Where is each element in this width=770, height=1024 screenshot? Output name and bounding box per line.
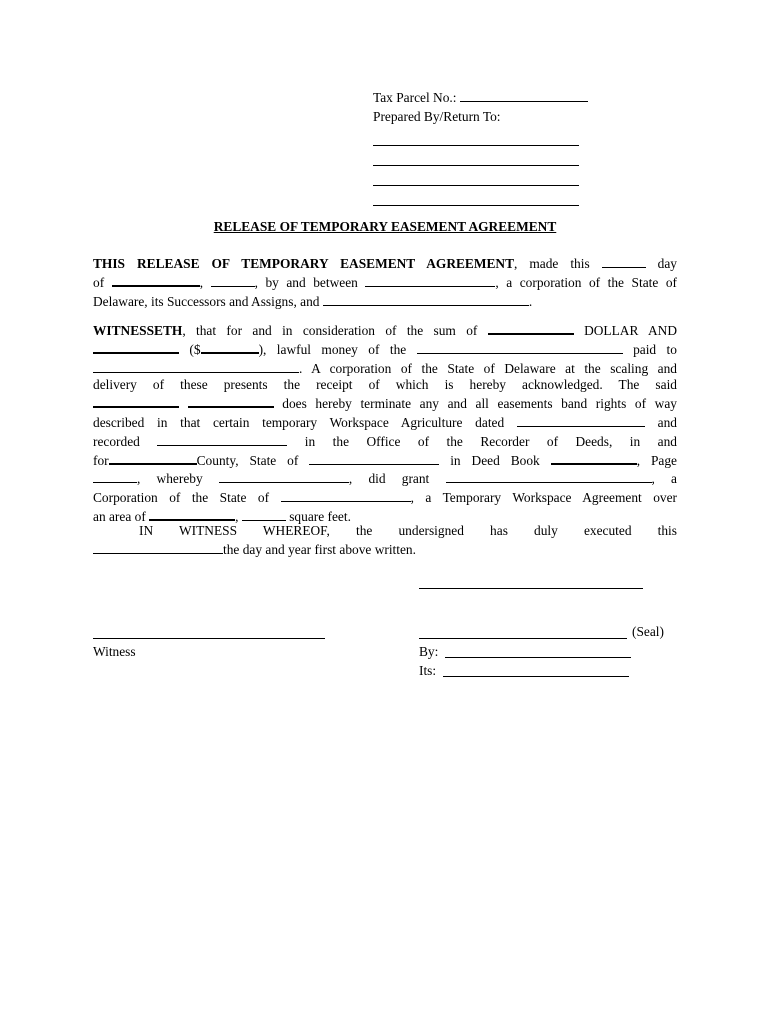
p1-text: . bbox=[528, 293, 533, 309]
its-label: Its: bbox=[419, 663, 437, 678]
sum-words-blank[interactable] bbox=[488, 321, 574, 335]
p2-line-3 bbox=[93, 359, 677, 378]
witness-label: Witness bbox=[93, 644, 136, 659]
return-to-line-2[interactable] bbox=[373, 146, 579, 166]
p2-text: , a Temporary Workspace Agreement over bbox=[410, 490, 677, 506]
p1-text: , a corporation of the State of bbox=[495, 274, 677, 290]
p2-text: described in that certain temporary Workspace Agriculture dated bbox=[93, 414, 505, 430]
p1-lead: THIS RELEASE OF TEMPORARY EASEMENT AGREEMENT bbox=[93, 256, 515, 271]
p2-line-5 bbox=[93, 394, 677, 413]
p2-text: ($ bbox=[189, 341, 201, 357]
return-to-line-3[interactable] bbox=[373, 166, 579, 186]
p2-line-4: delivery of these presents the receipt of which is hereby acknowledged. The said bbox=[93, 377, 677, 393]
tax-parcel-label: Tax Parcel No.: bbox=[373, 90, 457, 105]
p2-text: recorded bbox=[93, 433, 140, 449]
year-blank[interactable] bbox=[211, 273, 255, 287]
p1-text: of bbox=[93, 274, 105, 290]
page-blank[interactable] bbox=[93, 469, 137, 483]
p1-text: , by and between bbox=[254, 274, 358, 290]
p2-line-9 bbox=[93, 469, 677, 488]
p2-text: , bbox=[235, 508, 239, 524]
county-blank[interactable] bbox=[109, 451, 197, 465]
dated-blank[interactable] bbox=[517, 413, 645, 427]
p1-line-3 bbox=[93, 292, 677, 311]
p2-line-7 bbox=[93, 432, 677, 451]
p2-text: in Deed Book bbox=[450, 452, 540, 468]
p2-line-10 bbox=[93, 488, 677, 507]
day-blank[interactable] bbox=[602, 254, 646, 268]
cents-blank[interactable] bbox=[93, 340, 179, 354]
party-2-blank[interactable] bbox=[323, 292, 529, 306]
p2-text: , that for and in consideration of the sum of bbox=[182, 323, 478, 338]
month-blank[interactable] bbox=[112, 273, 200, 287]
state-blank[interactable] bbox=[309, 451, 439, 465]
p2-text: ), lawful money of the bbox=[258, 341, 407, 357]
p2-line-8 bbox=[93, 451, 677, 470]
p2-line-6 bbox=[93, 413, 677, 432]
p2-text: . A corporation of the State of Delaware at the scaling and bbox=[299, 360, 677, 376]
p2-text: an area of bbox=[93, 508, 146, 524]
its-signature-line[interactable] bbox=[443, 675, 629, 677]
area-blank[interactable] bbox=[149, 507, 235, 521]
by-label: By: bbox=[419, 644, 439, 659]
payee-blank[interactable] bbox=[417, 340, 623, 354]
p2-text: paid to bbox=[633, 341, 677, 357]
p1-text: Delaware, its Successors and Assigns, and bbox=[93, 293, 320, 309]
corporation-blank[interactable] bbox=[93, 359, 299, 373]
p2-text: , did grant bbox=[348, 471, 430, 487]
grantee-blank-2[interactable] bbox=[188, 394, 274, 408]
party-1-blank[interactable] bbox=[365, 273, 495, 287]
paragraph-witness-whereof bbox=[93, 523, 677, 559]
header-block bbox=[373, 88, 613, 206]
sum-amount-blank[interactable] bbox=[201, 340, 259, 354]
executed-by-blank[interactable] bbox=[93, 540, 223, 554]
return-to-line-4[interactable] bbox=[373, 186, 579, 206]
paragraph-opening bbox=[93, 254, 677, 310]
square-feet-blank[interactable] bbox=[242, 507, 286, 521]
grantee-blank-1[interactable] bbox=[93, 394, 179, 408]
return-to-line-1[interactable] bbox=[373, 126, 579, 146]
deed-book-blank[interactable] bbox=[551, 451, 637, 465]
whereby-blank[interactable] bbox=[219, 469, 349, 483]
p2-text: , a bbox=[651, 471, 677, 487]
p2-text: for bbox=[93, 452, 109, 468]
p3-text: IN WITNESS WHEREOF, the undersigned has duly executed this bbox=[139, 523, 677, 538]
seal-label: (Seal) bbox=[632, 624, 664, 639]
p2-text: , Page bbox=[636, 452, 677, 468]
p3-line-1 bbox=[93, 523, 677, 540]
p1-line-2 bbox=[93, 273, 677, 292]
p2-text: County, State of bbox=[196, 452, 299, 468]
seal-signature-line[interactable] bbox=[419, 637, 627, 639]
p2-text: Corporation of the State of bbox=[93, 490, 270, 506]
p1-line-1 bbox=[93, 254, 677, 273]
recorded-blank[interactable] bbox=[157, 432, 287, 446]
prepared-by-label: Prepared By/Return To: bbox=[373, 109, 501, 124]
p1-text: , bbox=[199, 274, 204, 290]
p1-text: day bbox=[657, 256, 677, 271]
by-signature-line[interactable] bbox=[445, 656, 631, 658]
p2-lead: WITNESSETH bbox=[93, 323, 183, 338]
corp-state-blank[interactable] bbox=[281, 488, 411, 502]
p2-line-1 bbox=[93, 321, 677, 340]
p2-line-2 bbox=[93, 340, 677, 359]
p2-text: square feet. bbox=[289, 508, 351, 524]
grant-blank[interactable] bbox=[446, 469, 652, 483]
signature-line-top[interactable] bbox=[419, 587, 643, 589]
p2-text: , whereby bbox=[137, 471, 203, 487]
document-title: RELEASE OF TEMPORARY EASEMENT AGREEMENT bbox=[213, 219, 557, 234]
p2-text: does hereby terminate any and all easements band rights of way bbox=[282, 396, 677, 412]
tax-parcel-blank[interactable] bbox=[460, 88, 588, 102]
witness-signature-line[interactable] bbox=[93, 637, 325, 639]
p1-text: , made this bbox=[514, 256, 590, 271]
p3-line-2 bbox=[93, 540, 677, 559]
p2-text: and bbox=[657, 414, 677, 430]
p2-text: in the Office of the Recorder of Deeds, in and bbox=[304, 433, 677, 449]
p2-text: DOLLAR AND bbox=[584, 323, 677, 338]
p3-text: the day and year first above written. bbox=[223, 541, 416, 557]
paragraph-witnesseth bbox=[93, 321, 677, 526]
